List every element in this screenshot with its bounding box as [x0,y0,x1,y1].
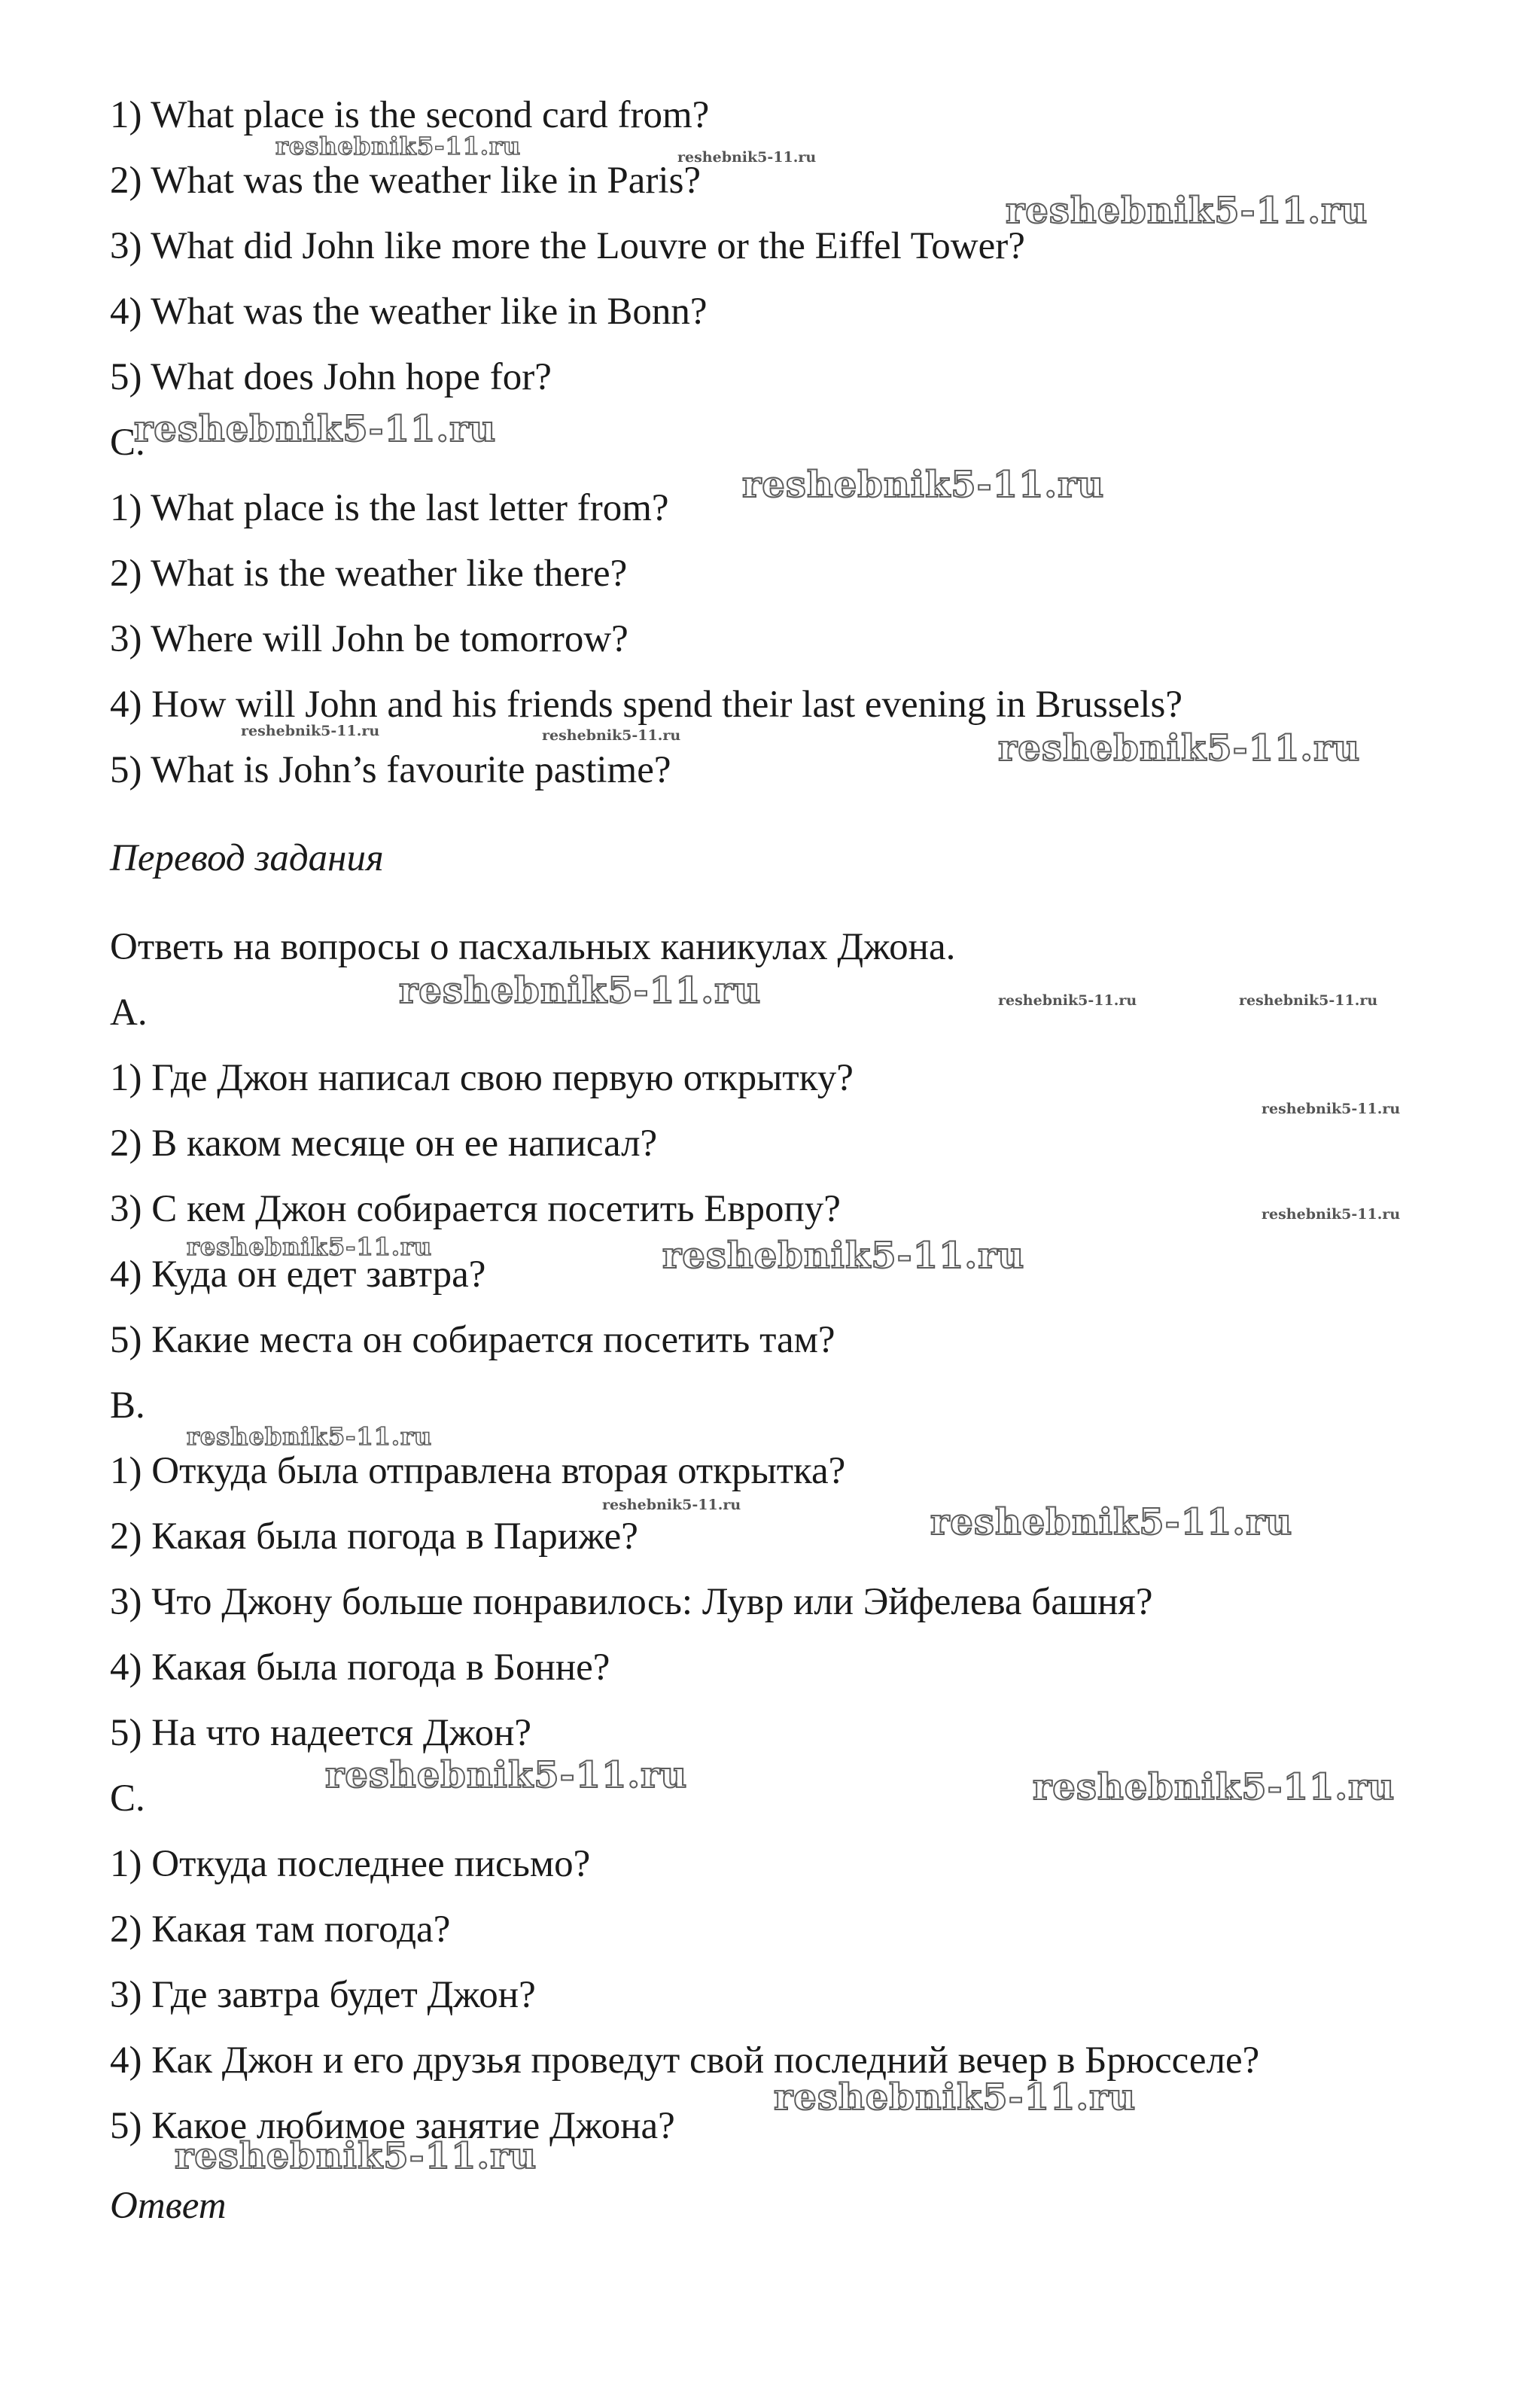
question-line: 2) В каком месяце он ее написал? [110,1122,658,1165]
watermark: reshebnik5-11.ru [399,970,762,1012]
question-line: 5) На что надеется Джон? [110,1712,532,1754]
watermark: reshebnik5-11.ru [187,1232,433,1261]
question-line: 3) Что Джону больше понравилось: Лувр или Эйфелева башня? [110,1581,1153,1623]
question-line: 4) What was the weather like in Bonn? [110,291,708,333]
watermark: reshebnik5-11.ru [998,992,1137,1009]
question-line: 3) What did John like more the Louvre or the Eiffel Tower? [110,225,1025,267]
question-line: 4) Как Джон и его друзья проведут свой последний вечер в Брюсселе? [110,2039,1260,2082]
question-line: 2) What is the weather like there? [110,553,628,595]
watermark: reshebnik5-11.ru [542,727,681,744]
section-label: B. [110,1384,145,1427]
watermark: reshebnik5-11.ru [275,132,522,160]
question-line: 5) Какое любимое занятие Джона? [110,2105,675,2147]
question-line: 4) Куда он едет завтра? [110,1253,486,1296]
watermark: reshebnik5-11.ru [325,1754,688,1796]
question-line: 1) Где Джон написал свою первую открытку? [110,1057,854,1099]
question-line: 5) What is John’s favourite pastime? [110,749,671,791]
watermark: reshebnik5-11.ru [241,723,380,739]
question-line: 2) Какая там погода? [110,1908,451,1951]
watermark: reshebnik5-11.ru [662,1235,1025,1277]
question-line: 3) С кем Джон собирается посетить Европу? [110,1188,841,1230]
question-line: 5) Какие места он собирается посетить там? [110,1319,835,1361]
watermark: reshebnik5-11.ru [1006,190,1368,232]
watermark: reshebnik5-11.ru [998,727,1361,769]
watermark: reshebnik5-11.ru [602,1497,741,1513]
watermark: reshebnik5-11.ru [1239,992,1378,1009]
watermark: reshebnik5-11.ru [175,2135,537,2177]
question-line: 1) Откуда была отправлена вторая открытка? [110,1450,846,1492]
watermark: reshebnik5-11.ru [930,1501,1293,1543]
translation-heading: Перевод задания [110,837,384,879]
question-line: 1) What place is the second card from? [110,94,710,136]
section-label: C. [110,422,145,464]
watermark: reshebnik5-11.ru [1262,1101,1401,1117]
question-line: 2) What was the weather like in Paris? [110,160,702,202]
watermark: reshebnik5-11.ru [187,1422,433,1451]
watermark: reshebnik5-11.ru [677,149,817,166]
watermark: reshebnik5-11.ru [134,408,497,450]
answer-heading: Ответ [110,2185,227,2227]
section-label: A. [110,991,148,1034]
question-line: 4) How will John and his friends spend their last evening in Brussels? [110,684,1182,726]
section-label: C. [110,1777,145,1820]
watermark: reshebnik5-11.ru [742,464,1105,506]
question-line: 3) Where will John be tomorrow? [110,618,628,660]
instruction-text: Ответь на вопросы о пасхальных каникулах Джона. [110,926,956,968]
watermark: reshebnik5-11.ru [1262,1206,1401,1223]
question-line: 4) Какая была погода в Бонне? [110,1646,610,1689]
question-line: 5) What does John hope for? [110,356,552,398]
watermark: reshebnik5-11.ru [774,2076,1137,2119]
watermark: reshebnik5-11.ru [1033,1766,1395,1808]
question-line: 1) Откуда последнее письмо? [110,1843,591,1885]
question-line: 2) Какая была погода в Париже? [110,1515,638,1558]
question-line: 3) Где завтра будет Джон? [110,1974,536,2016]
question-line: 1) What place is the last letter from? [110,487,669,529]
